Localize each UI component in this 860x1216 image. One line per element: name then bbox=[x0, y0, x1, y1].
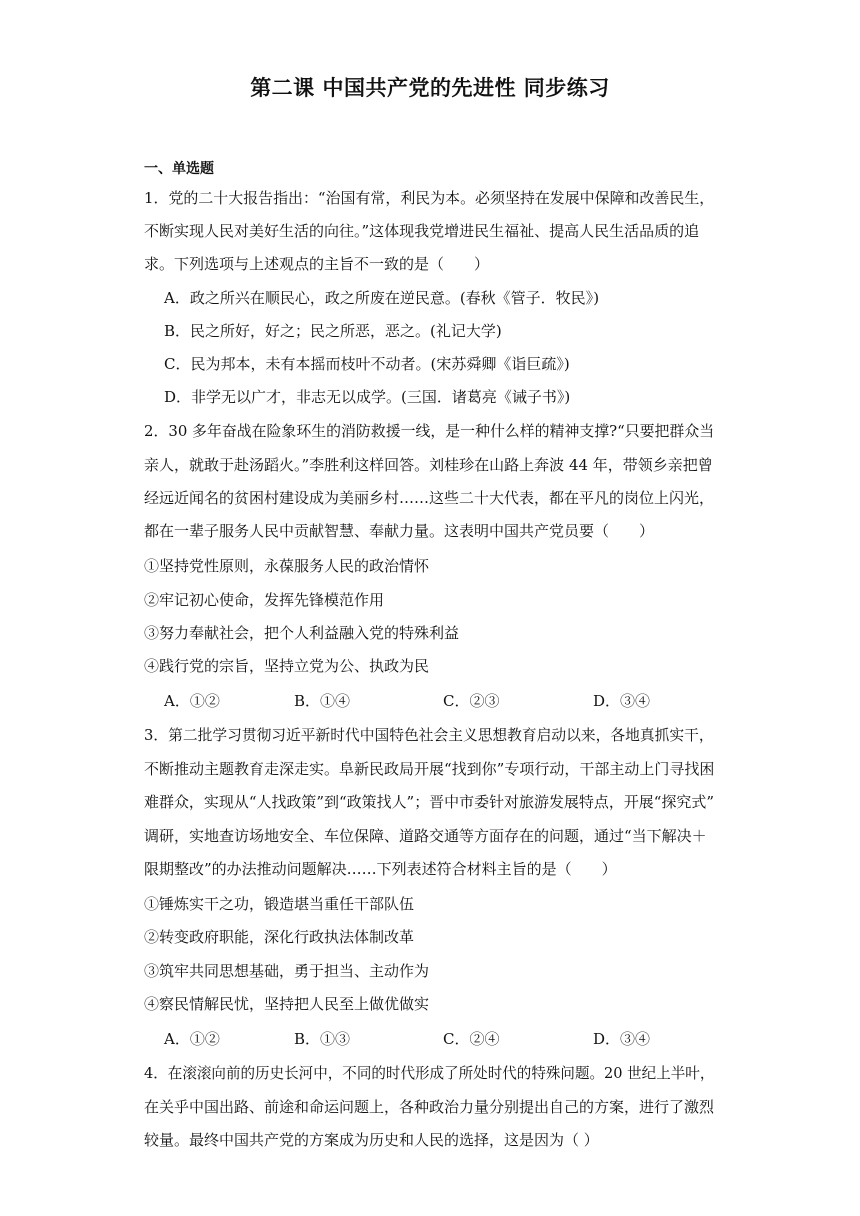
section-heading: 一、单选题 bbox=[144, 161, 214, 177]
page-title: 第二课 中国共产党的先进性 同步练习 bbox=[250, 76, 610, 100]
q2-line-1: 2．30 多年奋战在险象环生的消防救援一线，是一种什么样的精神支撑?“只要把群众当 bbox=[144, 422, 715, 440]
q2-line-2: 亲人，就敢于赴汤蹈火。”李胜利这样回答。刘桂珍在山路上奔波 44 年，带领乡亲把曾 bbox=[144, 456, 713, 474]
q2-item-2: ②牢记初心使命，发挥先锋模范作用 bbox=[144, 591, 385, 609]
q2-item-4: ④践行党的宗旨，坚持立党为公、执政为民 bbox=[144, 657, 430, 675]
q3-line-4: 调研，实地查访场地安全、车位保障、道路交通等方面存在的问题，通过“当下解决＋ bbox=[144, 827, 707, 845]
q3-line-2: 不断推动主题教育走深走实。阜新民政局开展“找到你”专项行动，干部主动上门寻找困 bbox=[144, 760, 715, 778]
q1-option-b: B．民之所好，好之；民之所恶，恶之。(礼记大学) bbox=[164, 322, 502, 340]
q1-line-3: 求。下列选项与上述观点的主旨不一致的是（ ） bbox=[144, 255, 490, 273]
q2-line-4: 都在一辈子服务人民中贡献智慧、奉献力量。这表明中国共产党员要（ ） bbox=[144, 522, 655, 540]
q3-choice-c: C．②④ bbox=[443, 1030, 500, 1048]
q1-line-1: 1．党的二十大报告指出：“治国有常，利民为本。必须坚持在发展中保障和改善民生， bbox=[144, 189, 715, 207]
q3-choice-b: B．①③ bbox=[294, 1030, 351, 1048]
q4-line-2: 在关乎中国出路、前途和命运问题上，各种政治力量分别提出自己的方案，进行了激烈 bbox=[144, 1098, 715, 1116]
q1-option-d: D．非学无以广才，非志无以成学。(三国．诸葛亮《诫子书》) bbox=[164, 388, 571, 406]
q3-choice-a: A．①② bbox=[164, 1030, 220, 1048]
q3-choice-d: D．③④ bbox=[593, 1030, 651, 1048]
q3-item-1: ①锤炼实干之功，锻造堪当重任干部队伍 bbox=[144, 895, 415, 913]
q3-line-1: 3．第二批学习贯彻习近平新时代中国特色社会主义思想教育启动以来，各地真抓实干， bbox=[144, 726, 714, 744]
q3-item-2: ②转变政府职能，深化行政执法体制改革 bbox=[144, 928, 415, 946]
q2-choice-d: D．③④ bbox=[593, 692, 651, 710]
q2-choice-c: C．②③ bbox=[443, 692, 500, 710]
q2-item-1: ①坚持党性原则，永葆服务人民的政治情怀 bbox=[144, 557, 430, 575]
q4-line-3: 较量。最终中国共产党的方案成为历史和人民的选择，这是因为（ ） bbox=[144, 1131, 599, 1149]
q3-item-4: ④察民情解民忧，坚持把人民至上做优做实 bbox=[144, 995, 430, 1013]
q1-option-c: C．民为邦本，未有本摇而枝叶不动者。(宋苏舜卿《诣巨疏》) bbox=[164, 355, 570, 373]
q3-line-5: 限期整改”的办法推动问题解决……下列表述符合材料主旨的是（ ） bbox=[144, 860, 617, 878]
q3-item-3: ③筑牢共同思想基础，勇于担当、主动作为 bbox=[144, 962, 430, 980]
q1-option-a: A．政之所兴在顺民心，政之所废在逆民意。(春秋《管子．牧民》) bbox=[164, 289, 600, 307]
q2-item-3: ③努力奉献社会，把个人利益融入党的特殊利益 bbox=[144, 624, 460, 642]
q2-line-3: 经远近闻名的贫困村建设成为美丽乡村……这些二十大代表，都在平凡的岗位上闪光， bbox=[144, 489, 715, 507]
q4-line-1: 4．在滚滚向前的历史长河中，不同的时代形成了所处时代的特殊问题。20 世纪上半叶， bbox=[144, 1064, 715, 1082]
q2-choice-b: B．①④ bbox=[294, 692, 351, 710]
q3-line-3: 难群众，实现从“人找政策”到“政策找人”；晋中市委针对旅游发展特点，开展“探究式” bbox=[144, 793, 715, 811]
q1-line-2: 不断实现人民对美好生活的向往。”这体现我党增进民生福祉、提高人民生活品质的追 bbox=[144, 222, 700, 240]
q2-choice-a: A．①② bbox=[164, 692, 220, 710]
